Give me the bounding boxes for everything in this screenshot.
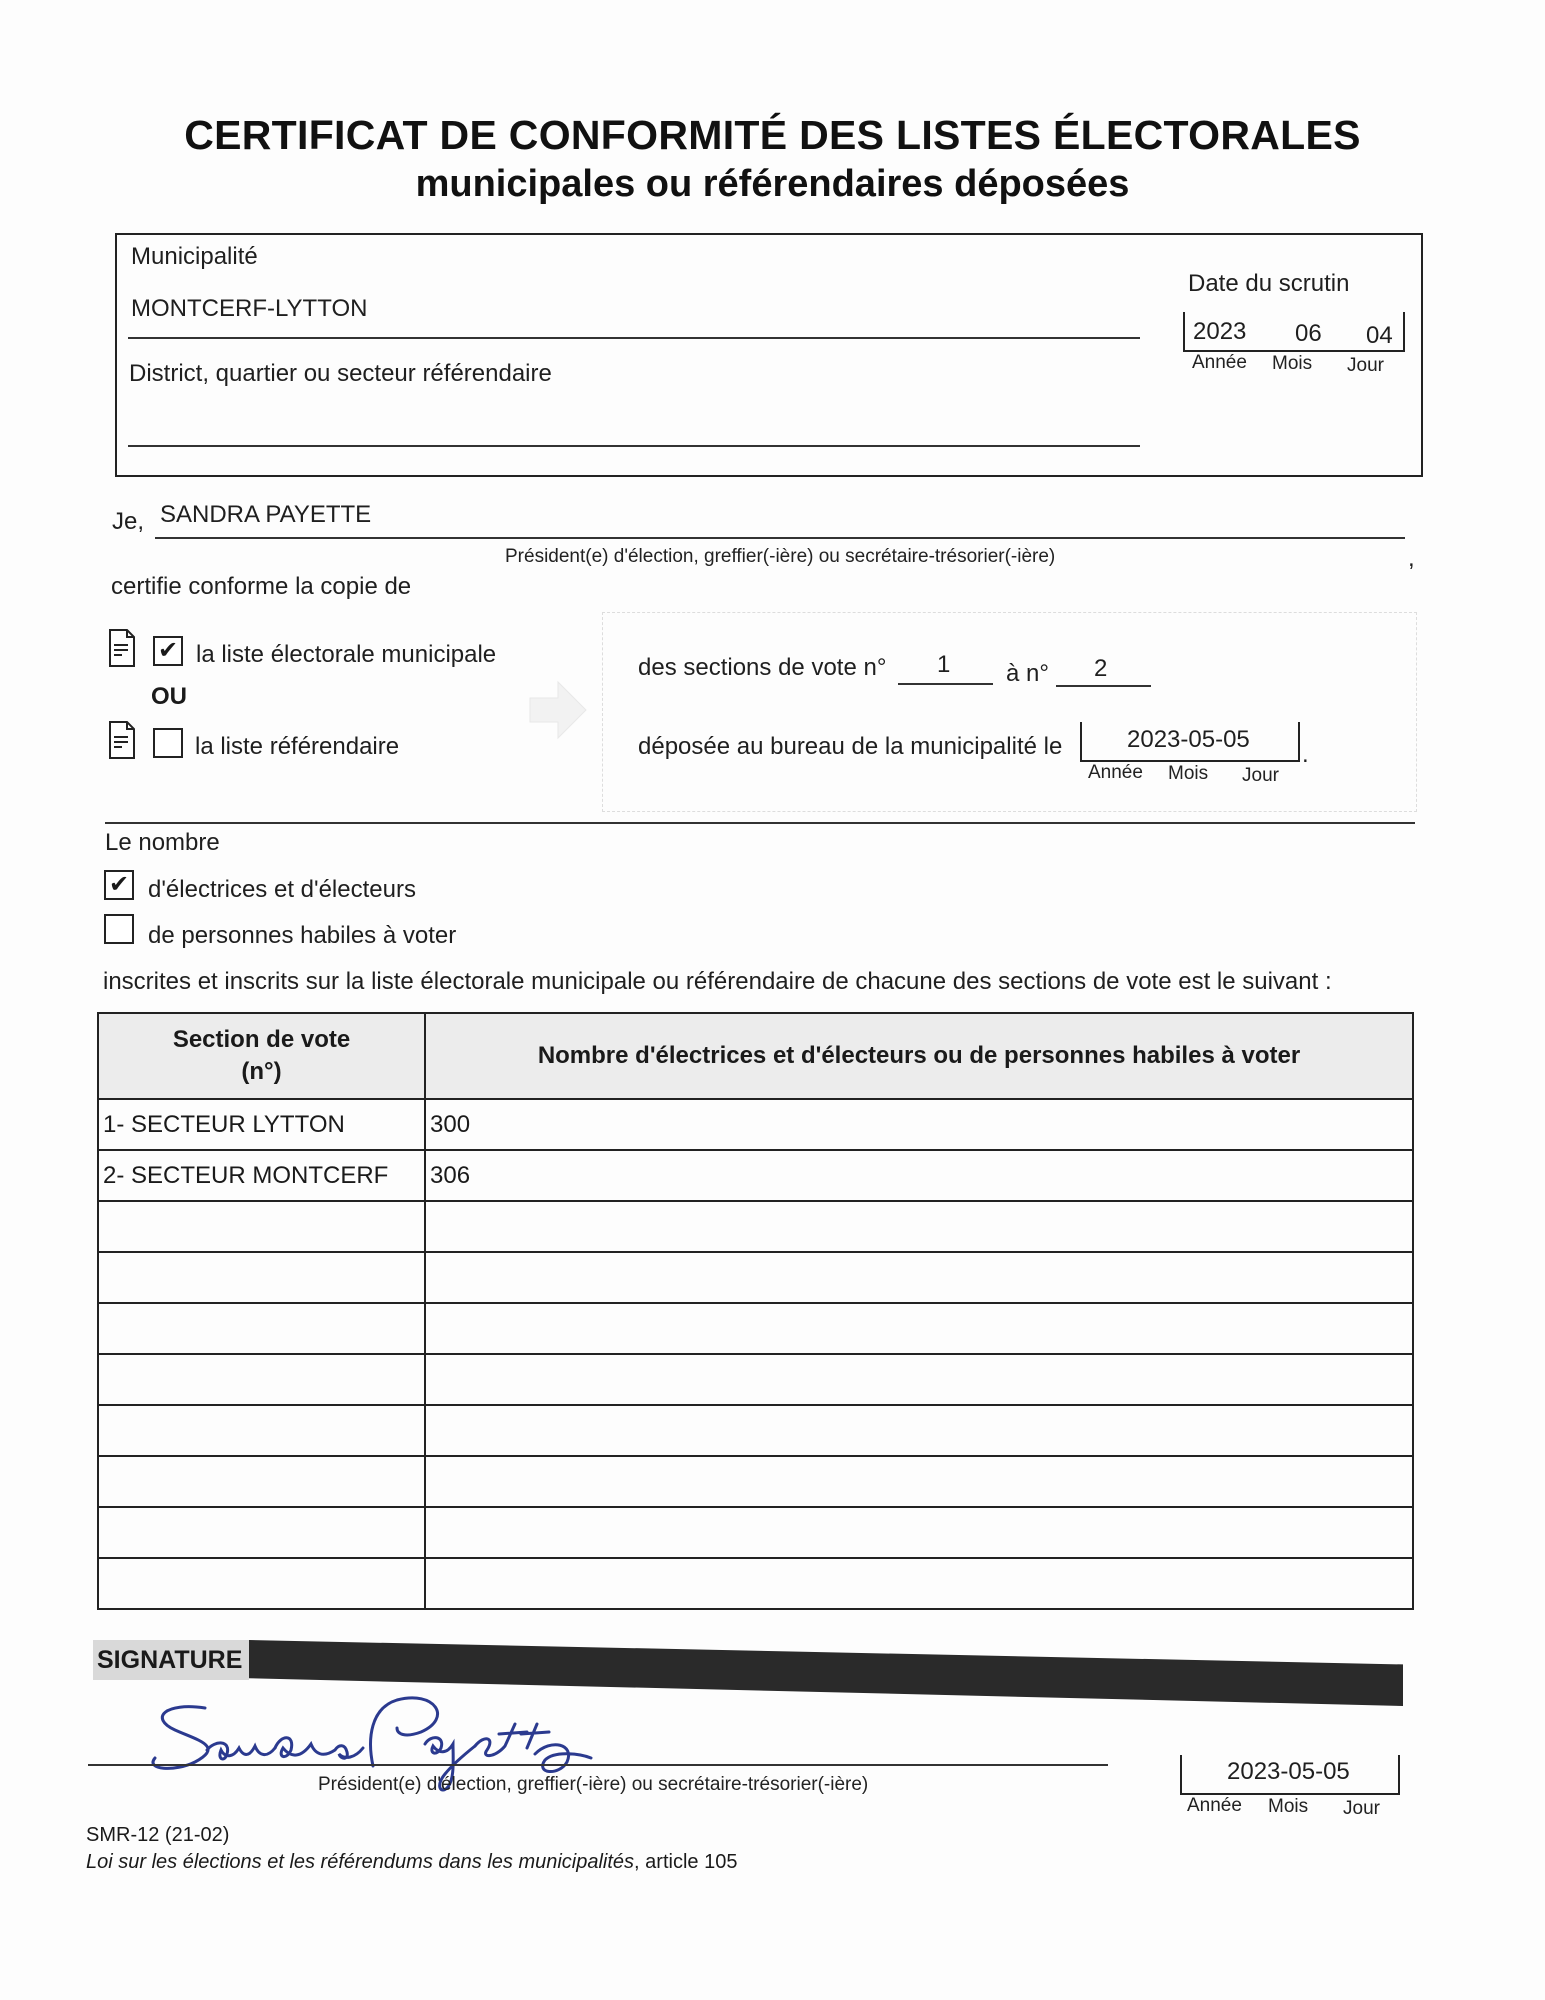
election-day-caption: Jour: [1347, 355, 1384, 376]
municipality-value[interactable]: MONTCERF-LYTTON: [131, 295, 368, 322]
count-intro: Le nombre: [105, 829, 220, 856]
qualified-label: de personnes habiles à voter: [148, 922, 457, 949]
count-cell[interactable]: 306: [425, 1150, 1413, 1201]
sections-from-line: [898, 683, 993, 685]
signature-header: SIGNATURE: [93, 1640, 249, 1680]
signature-month-caption: Mois: [1268, 1796, 1309, 1817]
section-cell[interactable]: [98, 1354, 425, 1405]
document-icon: [108, 628, 136, 668]
count-cell[interactable]: [425, 1354, 1413, 1405]
municipal-list-label: la liste électorale municipale: [196, 641, 497, 668]
referendum-list-label: la liste référendaire: [195, 733, 400, 760]
electors-checkbox[interactable]: [104, 870, 134, 900]
count-cell[interactable]: 300: [425, 1099, 1413, 1150]
arrow-right-icon: [528, 678, 588, 742]
count-cell[interactable]: [425, 1201, 1413, 1252]
deposit-year-caption: Année: [1088, 762, 1143, 783]
count-cell[interactable]: [425, 1507, 1413, 1558]
form-title: CERTIFICAT DE CONFORMITÉ DES LISTES ÉLECTORALES: [184, 112, 1361, 158]
table-row: [98, 1558, 1413, 1609]
je-label: Je,: [112, 508, 145, 535]
table-row: [98, 1303, 1413, 1354]
form-code: SMR-12 (21-02): [86, 1824, 230, 1846]
table-row: [98, 1354, 1413, 1405]
section-separator: [105, 822, 1415, 824]
count-cell[interactable]: [425, 1456, 1413, 1507]
sections-to-line: [1056, 685, 1151, 687]
district-line: [128, 445, 1140, 447]
table-row: [98, 1252, 1413, 1303]
document-icon: [108, 720, 136, 760]
table-row: [98, 1201, 1413, 1252]
table-row: [98, 1405, 1413, 1456]
section-cell[interactable]: [98, 1201, 425, 1252]
signature-year-caption: Année: [1187, 1795, 1242, 1816]
signature-role-caption: Président(e) d'élection, greffier(-ière) ou secrétaire-trésorier(-ière): [318, 1774, 869, 1795]
election-year-caption: Année: [1192, 352, 1247, 373]
sections-from-label: des sections de vote n°: [638, 654, 887, 681]
table-row: [98, 1099, 1413, 1150]
declarant-comma: ,: [1408, 545, 1415, 572]
sections-box: [602, 612, 1417, 812]
section-cell[interactable]: [98, 1456, 425, 1507]
election-date-month: 06: [1295, 320, 1322, 347]
declarant-line: [155, 537, 1405, 539]
municipal-list-checkbox[interactable]: [153, 636, 183, 666]
deposit-period: .: [1302, 741, 1309, 768]
signature-line: [88, 1764, 1108, 1766]
deposit-day-caption: Jour: [1242, 765, 1279, 786]
declarant-name[interactable]: SANDRA PAYETTE: [160, 501, 372, 528]
count-cell[interactable]: [425, 1303, 1413, 1354]
table-row: [98, 1507, 1413, 1558]
checkmark-icon: ✔: [157, 637, 179, 664]
deposit-date-value: 2023-05-05: [1127, 726, 1250, 753]
section-cell[interactable]: [98, 1252, 425, 1303]
section-cell[interactable]: 2- SECTEUR MONTCERF: [98, 1150, 425, 1201]
section-cell[interactable]: [98, 1303, 425, 1354]
election-date-year: 2023: [1193, 318, 1247, 345]
table-row: [98, 1150, 1413, 1201]
sections-to-value[interactable]: 2: [1094, 655, 1108, 682]
section-cell[interactable]: 1- SECTEUR LYTTON: [98, 1099, 425, 1150]
municipality-label: Municipalité: [131, 243, 258, 270]
count-column-header: Nombre d'électrices et d'électeurs ou de personnes habiles à voter: [425, 1013, 1413, 1099]
count-sentence: inscrites et inscrits sur la liste électorale municipale ou référendaire de chacune des sections de vote est le suivant :: [103, 968, 1332, 995]
district-label: District, quartier ou secteur référendaire: [129, 360, 552, 387]
qualified-checkbox[interactable]: [104, 914, 134, 944]
municipality-line: [128, 337, 1140, 339]
electors-label: d'électrices et d'électeurs: [148, 876, 416, 903]
declarant-role-caption: Président(e) d'élection, greffier(-ière) ou secrétaire-trésorier(-ière): [505, 546, 1056, 567]
section-column-header: [98, 1013, 425, 1099]
section-cell[interactable]: [98, 1507, 425, 1558]
sections-to-label: à n°: [1006, 660, 1049, 687]
certifie-text: certifie conforme la copie de: [111, 573, 412, 600]
or-label: OU: [151, 683, 187, 710]
section-cell[interactable]: [98, 1558, 425, 1609]
law-title: Loi sur les élections et les référendums dans les municipalités: [86, 1851, 635, 1873]
election-month-caption: Mois: [1272, 353, 1313, 374]
count-cell[interactable]: [425, 1558, 1413, 1609]
law-article: , article 105: [634, 1851, 738, 1873]
deposit-month-caption: Mois: [1168, 763, 1209, 784]
signature-date-value: 2023-05-05: [1227, 1758, 1350, 1785]
form-subtitle: municipales ou référendaires déposées: [415, 163, 1130, 205]
count-cell[interactable]: [425, 1405, 1413, 1456]
section-cell[interactable]: [98, 1405, 425, 1456]
deposit-label: déposée au bureau de la municipalité le: [638, 733, 1063, 760]
referendum-list-checkbox[interactable]: [153, 728, 183, 758]
signature-day-caption: Jour: [1343, 1798, 1380, 1819]
election-date-label: Date du scrutin: [1188, 270, 1350, 297]
table-row: [98, 1456, 1413, 1507]
sections-from-value[interactable]: 1: [937, 651, 951, 678]
election-date-day: 04: [1366, 322, 1393, 349]
section-header-line1: Section de vote: [172, 1025, 351, 1053]
law-reference: [86, 1851, 737, 1874]
table-header-row: [98, 1013, 1413, 1099]
voting-sections-table: [97, 1012, 1414, 1610]
checkmark-icon: ✔: [108, 871, 130, 898]
section-header-line2: (n°): [241, 1058, 282, 1085]
count-cell[interactable]: [425, 1252, 1413, 1303]
